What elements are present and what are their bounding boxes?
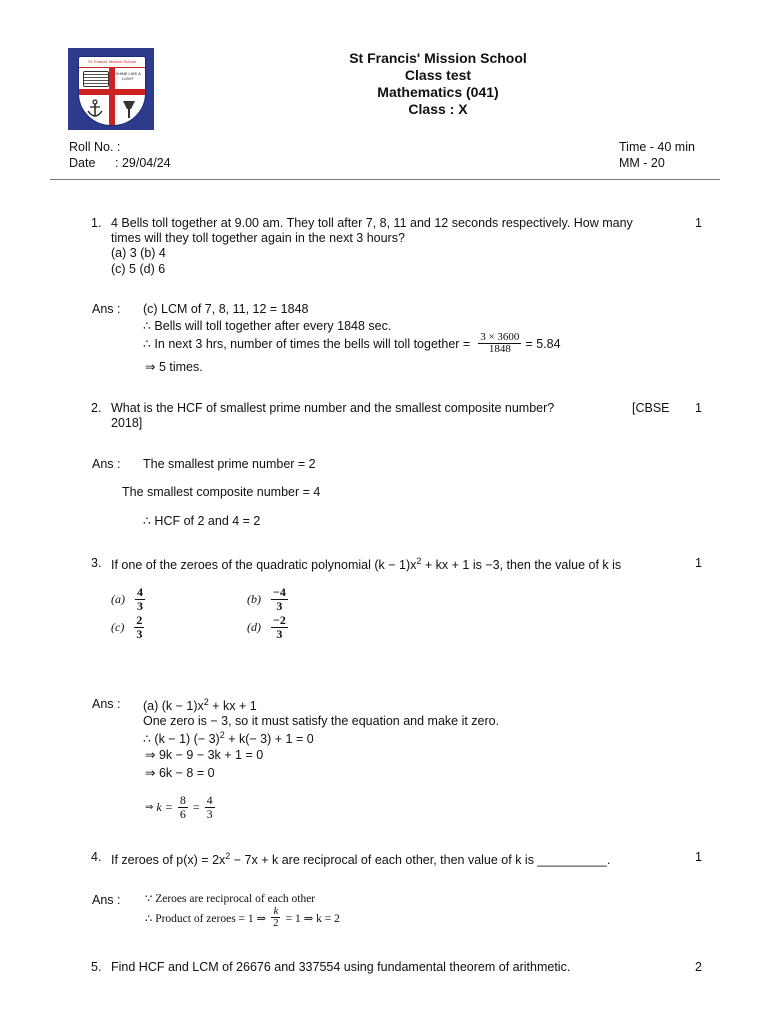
q2-ans-line2: The smallest composite number = 4	[122, 485, 321, 499]
q1-number: 1.	[91, 216, 102, 230]
school-name: St Francis' Mission School	[349, 50, 527, 66]
q2-marks: 1	[695, 401, 702, 415]
q3-option-d: (d) $\frac{-2}{3}$	[247, 613, 286, 641]
q1-ans-fraction: $\frac{3 \times 3600}{1848}$	[480, 331, 520, 355]
q2-text-line2: 2018]	[111, 416, 143, 430]
q3-option-b: (b) $\frac{-4}{3}$	[247, 585, 286, 613]
q2-ans-line1: The smallest prime number = 2	[143, 457, 316, 471]
q1-text-line2: times will they toll together again in the next 3 hours?	[111, 231, 405, 245]
q5-text: Find HCF and LCM of 26676 and 337554 using fundamental theorem of arithmetic.	[111, 960, 571, 974]
q3-text: If one of the zeroes of the quadratic polynomial $(k - 1)x^2$ + kx + 1 is −3, then the value of k is	[111, 556, 622, 573]
q3-ans-line1: (a) $(k - 1)x^2$ + kx + 1	[143, 697, 257, 714]
q4-ans-label: Ans :	[92, 893, 121, 907]
q2-ans-label: Ans :	[92, 457, 121, 471]
max-marks: MM - 20	[619, 156, 665, 170]
time-limit: Time - 40 min	[619, 140, 695, 154]
class-title: Class : X	[408, 101, 468, 117]
subject-title: Mathematics (041)	[377, 84, 499, 100]
q4-text: If zeroes of $p(x) = 2x^2 - 7x + k$ are reciprocal of each other, then value of k is __________.	[111, 851, 611, 868]
header-divider	[50, 179, 720, 180]
date-label: Date	[69, 156, 96, 170]
q4-ans-line1: ∵ Zeroes are reciprocal of each other	[145, 893, 316, 905]
q3-ans-line5: ⇒ 6k − 8 = 0	[145, 766, 215, 780]
q3-ans-line3: ∴ (k − 1) (− 3)$^2$ + k(− 3) + 1 = 0	[143, 730, 314, 747]
q1-ans-line3-text: ∴ In next 3 hrs, number of times the bells will toll together =	[143, 337, 471, 351]
q4-number: 4.	[91, 850, 102, 864]
q3-ans-line6: ⇒ k = $\frac{8}{6}$ = $\frac{4}{3}$	[145, 793, 213, 821]
logo-torch-icon	[119, 97, 139, 119]
q5-number: 5.	[91, 960, 102, 974]
logo-book-icon	[83, 71, 109, 87]
logo-anchor-icon	[85, 99, 105, 119]
q3-ans-line2: One zero is − 3, so it must satisfy the equation and make it zero.	[143, 714, 500, 728]
q3-marks: 1	[695, 556, 702, 570]
q3-option-c: (c) $\frac{2}{3}$	[111, 613, 143, 641]
q1-options-1: (a) 3 (b) 4	[111, 246, 166, 260]
q2-number: 2.	[91, 401, 102, 415]
school-logo	[68, 48, 154, 130]
q3-ans-label: Ans :	[92, 697, 121, 711]
q3-ans-line4: ⇒ 9k − 9 − 3k + 1 = 0	[145, 748, 264, 762]
logo-motto: SHINE LIKE A LIGHT	[115, 71, 141, 81]
q1-ans-line2: ∴ Bells will toll together after every 1848 sec.	[143, 319, 392, 333]
q1-options-2: (c) 5 (d) 6	[111, 262, 166, 276]
q3-number: 3.	[91, 556, 102, 570]
q5-marks: 2	[695, 960, 702, 974]
q1-ans-line3	[143, 332, 561, 355]
q4-marks: 1	[695, 850, 702, 864]
q1-marks: 1	[695, 216, 702, 230]
test-title: Class test	[404, 67, 472, 83]
q4-ans-line2: ∴ Product of zeroes = 1 ⇒ $\frac{k}{2}$ = 1 ⇒ k = 2	[145, 905, 340, 929]
date-value: : 29/04/24	[115, 156, 171, 170]
roll-label: Roll No. :	[69, 140, 121, 154]
q2-text-line1: What is the HCF of smallest prime number and the smallest composite number?	[111, 401, 555, 415]
q1-text-line1: 4 Bells toll together at 9.00 am. They toll after 7, 8, 11 and 12 seconds respectively. How many	[111, 216, 633, 230]
q1-ans-line1: (c) LCM of 7, 8, 11, 12 = 1848	[143, 302, 309, 316]
q1-ans-result: = 5.84	[525, 336, 561, 351]
logo-banner: St. Francis' Mission School	[79, 57, 145, 68]
logo-shield	[78, 56, 146, 126]
q1-ans-line4: ⇒ 5 times.	[145, 360, 203, 374]
q2-ans-line3: ∴ HCF of 2 and 4 = 2	[143, 514, 261, 528]
q1-ans-label: Ans :	[92, 302, 121, 316]
q3-option-a: (a) $\frac{4}{3}$	[111, 585, 143, 613]
q2-citation: [CBSE	[632, 401, 670, 415]
